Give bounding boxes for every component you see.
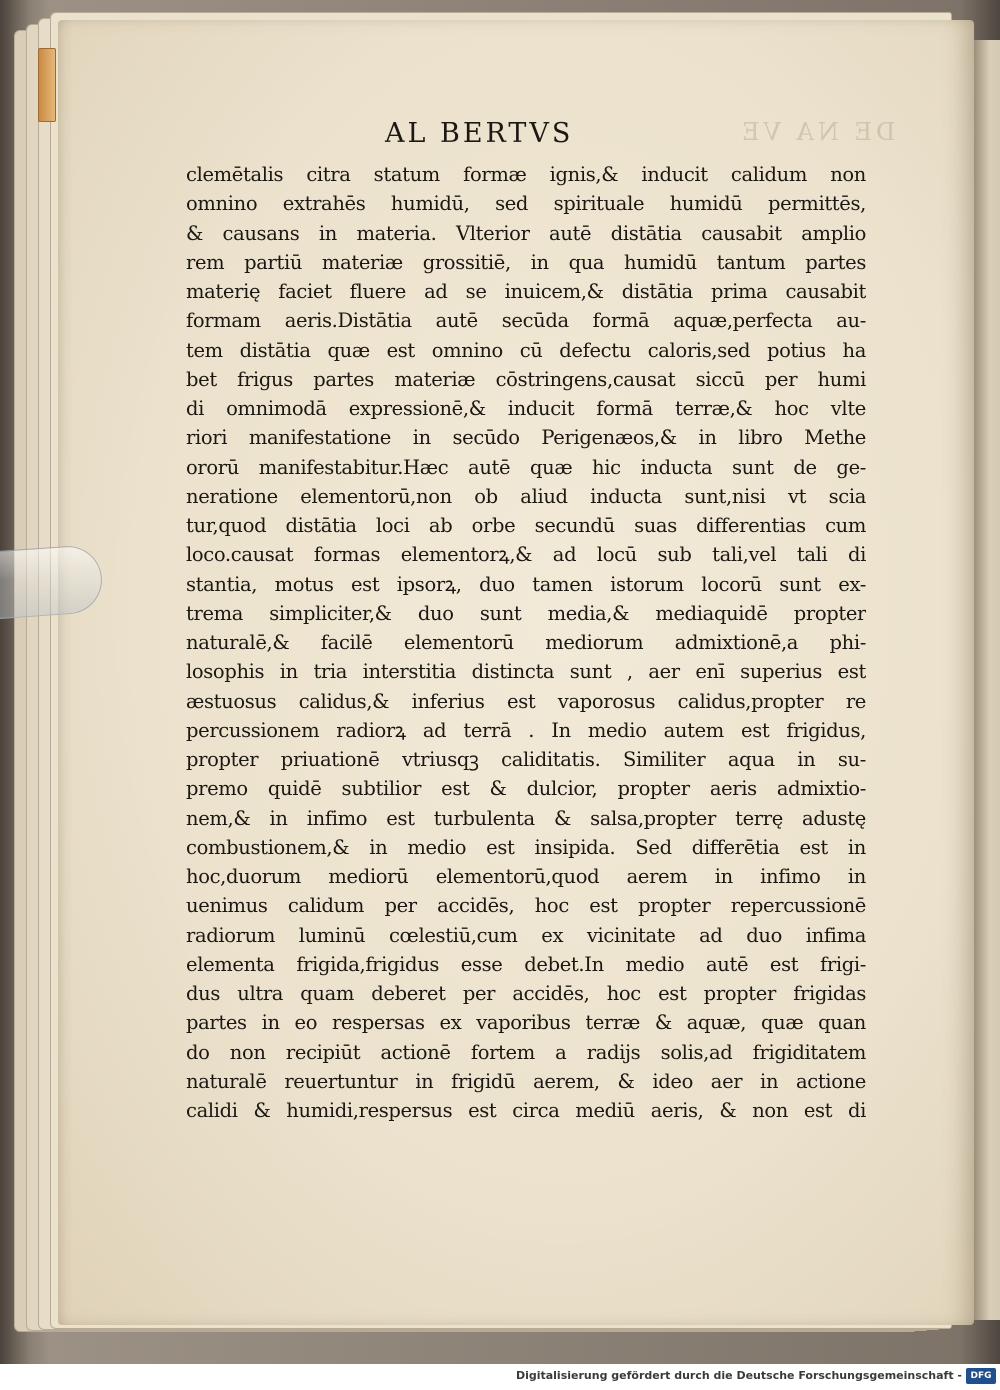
text-line: tur,quod distātia loci ab orbe secundū suas differentias cum [186,514,866,537]
text-line: uenimus calidum per accidēs, hoc est propter repercussionē [186,894,866,918]
text-line: stantia, motus est ipsorꝝ, duo tamen istorum locorū sunt ex- [186,572,866,596]
text-line: calidi & humidi,respersus est circa mediū aeris, & non est di [186,1099,866,1122]
text-line: materię faciet fluere ad se inuicem,& distātia prima causabit [186,280,866,303]
text-line: bet frigus partes materiæ cōstringens,causat siccū per humi [186,367,866,391]
text-line: neratione elementorū,non ob aliud inducta sunt,nisi vt scia [186,484,866,508]
text-line: combustionem,& in medio est insipida. Sed differētia est in [186,835,866,859]
text-line: nem,& in infimo est turbulenta & salsa,propter terrę adustę [186,806,866,830]
running-head: AL BERTVS [385,118,574,149]
text-line: percussionem radiorꝝ ad terrā . In medio autem est frigidus, [186,718,866,742]
text-line: elementa frigida,frigidus esse debet.In medio autē est frigi- [186,952,866,976]
text-line: formam aeris.Distātia autē secūda formā aquæ,perfecta au- [186,309,866,333]
text-line: ororū manifestabitur.Hæc autē quæ hic inducta sunt de ge- [186,455,866,479]
text-line: clemētalis citra statum formæ ignis,& inducit calidum non [186,163,866,186]
text-line: propter priuationē vtriusqꝫ caliditatis. Similiter aqua in su- [186,748,866,771]
text-line: premo quidē subtilior est & dulcior, propter aeris admixtio- [186,777,866,801]
text-line: hoc,duorum mediorū elementorū,quod aerem in infimo in [186,865,866,888]
text-line: riori manifestatione in secūdo Perigenæos,& in libro Methe [186,426,866,450]
text-line: tem distātia quæ est omnino cū defectu caloris,sed potius ha [186,338,866,362]
footer-credit: Digitalisierung gefördert durch die Deutsche Forschungsgemeinschaft - [515,1369,962,1382]
marker-tab [38,48,56,122]
facing-page-edge [972,40,1000,1320]
text-line: æstuosus calidus,& inferius est vaporosus calidus,propter re [186,689,866,713]
text-line: di omnimodā expressionē,& inducit formā terræ,& hoc vlte [186,397,866,420]
bleed-through-heading: DE NA VE [738,118,896,146]
text-line: omnino extrahēs humidū, sed spirituale humidū permittēs, [186,192,866,216]
dfg-logo: DFG [966,1368,996,1384]
text-line: naturalē reuertuntur in frigidū aerem, & ideo aer in actione [186,1069,866,1093]
footer-bar [0,1364,1000,1390]
text-line: partes in eo respersas ex vaporibus terræ & aquæ, quæ quan [186,1011,866,1035]
text-line: & causans in materia. Vlterior autē distātia causabit amplio [186,221,866,245]
text-line: do non recipiūt actionē fortem a radijs solis,ad frigiditatem [186,1040,866,1064]
text-line: naturalē,& facilē elementorū mediorum admixtionē,a phi- [186,631,866,654]
text-line: rem partiū materiæ grossitiē, in qua humidū tantum partes [186,250,866,274]
body-text [186,160,866,1125]
text-line: losophis in tria interstitia distincta sunt , aer enī superius est [186,660,866,684]
text-line: radiorum luminū cœlestiū,cum ex vicinitate ad duo infima [186,923,866,947]
text-line: loco.causat formas elementorꝝ,& ad locū sub tali,vel tali di [186,543,866,567]
text-line: trema simpliciter,& duo sunt media,& mediaquidē propter [186,601,866,625]
text-line: dus ultra quam deberet per accidēs, hoc est propter frigidas [186,982,866,1005]
